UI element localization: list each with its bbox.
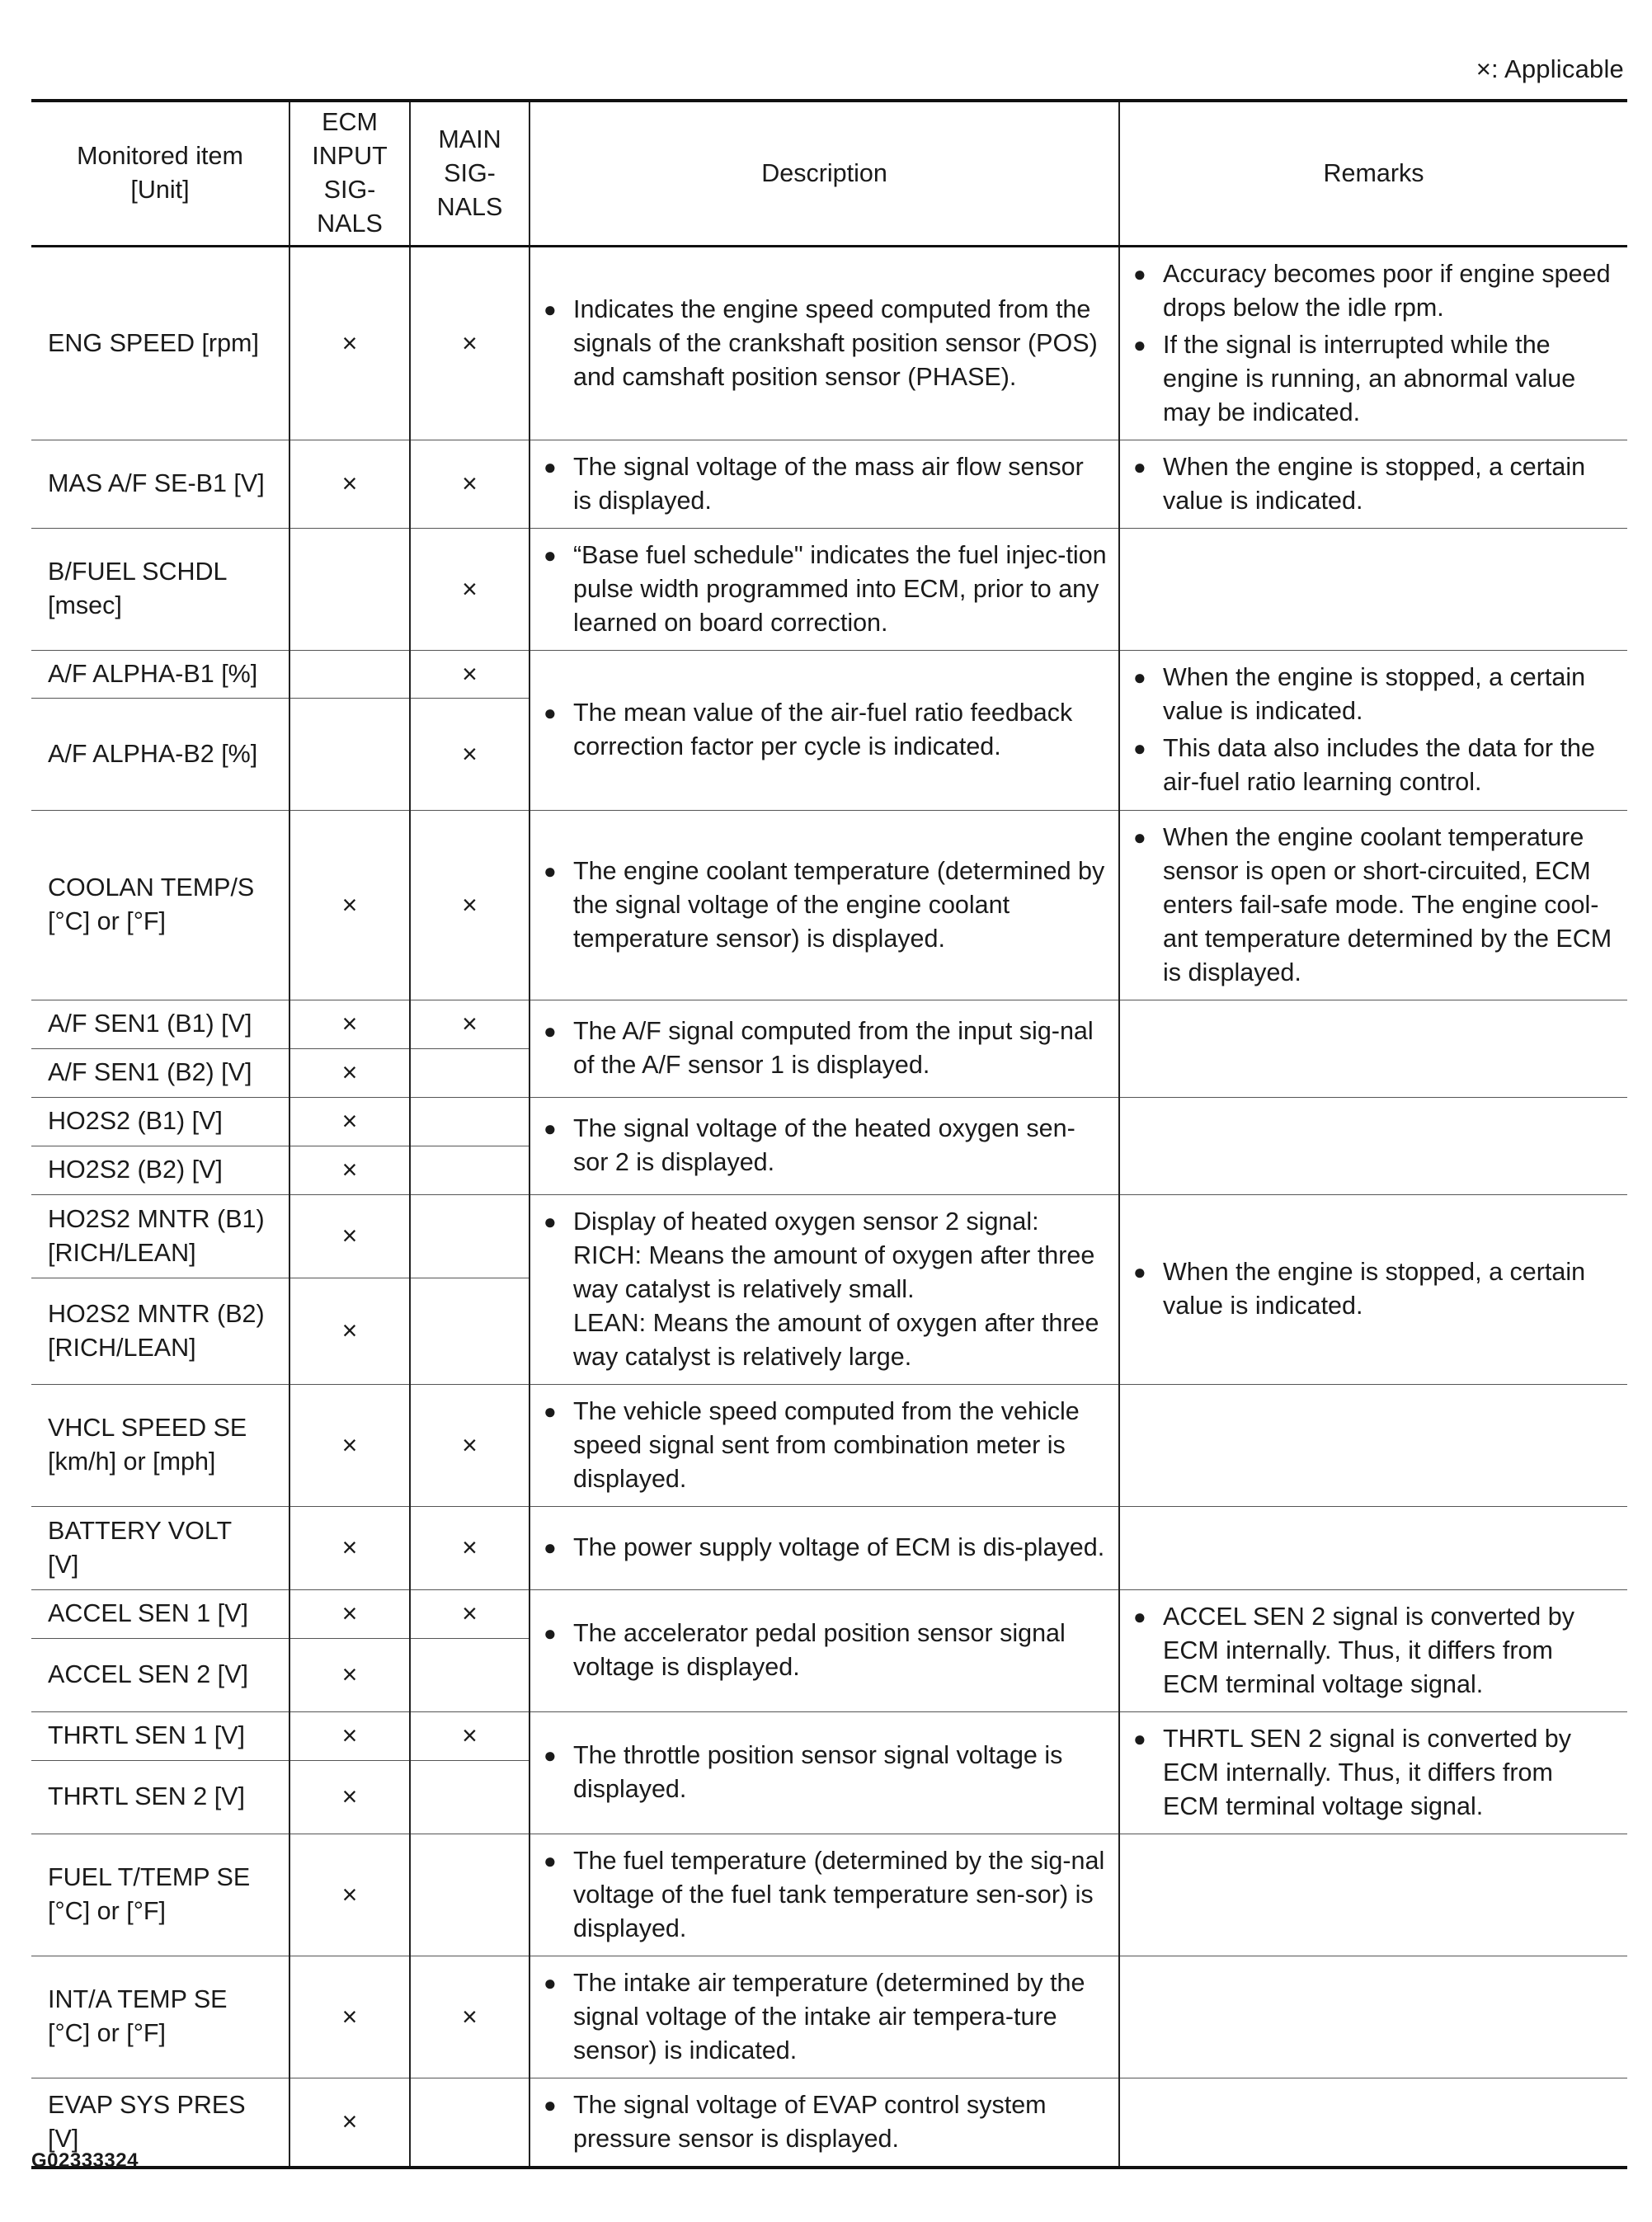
item-battery-volt: BATTERY VOLT [V] xyxy=(31,1506,289,1589)
item-af-alpha-b2: A/F ALPHA-B2 [%] xyxy=(31,698,289,810)
bullet-dot-icon: ● xyxy=(544,1208,557,1234)
bullet-item xyxy=(1133,661,1616,728)
bullet-dot-icon: ● xyxy=(544,1621,557,1645)
bullet-item xyxy=(1133,1255,1616,1323)
bullet-item xyxy=(544,2088,1107,2156)
item-bfuel-schdl: B/FUEL SCHDL [msec] xyxy=(31,528,289,650)
bullet-dot-icon: ● xyxy=(1133,736,1146,760)
item-thrtl-sen1: THRTL SEN 1 [V] xyxy=(31,1711,289,1761)
remarks-empty xyxy=(1119,1956,1627,2078)
table-row-coolant xyxy=(31,810,1627,1000)
bullet-item xyxy=(544,539,1107,640)
bullet-text: The mean value of the air-fuel ratio feedback correction factor per cycle is indicated. xyxy=(573,699,1073,760)
bullet-item xyxy=(544,1966,1107,2068)
bullet-text: When the engine is stopped, a certain value is indicated. xyxy=(1163,452,1586,515)
item-coolant-temp: COOLAN TEMP/S [°C] or [°F] xyxy=(31,810,289,1000)
bullet-dot-icon: ● xyxy=(1133,1259,1146,1284)
description-cell xyxy=(529,810,1119,1000)
table-row-accel-sen1 xyxy=(31,1589,1627,1639)
main-signal-mark: × xyxy=(410,440,529,528)
bullet-text: When the engine is stopped, a certain value is indicated. xyxy=(1163,1258,1586,1320)
item-ho2s2-b2: HO2S2 (B2) [V] xyxy=(31,1146,289,1194)
remarks-empty xyxy=(1119,528,1627,650)
ecm-input-mark: × xyxy=(289,1589,410,1639)
main-signal-mark: × xyxy=(410,1384,529,1506)
ecm-input-mark: × xyxy=(289,246,410,440)
bullet-text: The signal voltage of the mass air flow sensor is displayed. xyxy=(573,452,1084,515)
bullet-dot-icon: ● xyxy=(544,296,557,322)
remarks-cell xyxy=(1119,1711,1627,1834)
description-cell xyxy=(529,1000,1119,1097)
item-af-alpha-b1: A/F ALPHA-B1 [%] xyxy=(31,650,289,698)
bullet-item xyxy=(544,1395,1107,1496)
bullet-text: This data also includes the data for the air-fuel ratio learning control. xyxy=(1163,734,1595,796)
remarks-empty xyxy=(1119,2078,1627,2168)
bullet-dot-icon: ● xyxy=(1133,332,1146,357)
bullet-text: The signal voltage of the heated oxygen sen-sor 2 is displayed. xyxy=(573,1114,1075,1176)
ecm-input-mark: × xyxy=(289,1956,410,2078)
description-cell xyxy=(529,1711,1119,1834)
bullet-item xyxy=(544,854,1107,956)
item-vhcl-speed: VHCL SPEED SE [km/h] or [mph] xyxy=(31,1384,289,1506)
ecm-input-mark: × xyxy=(289,1194,410,1278)
bullet-dot-icon: ● xyxy=(544,1848,557,1873)
bullet-text: When the engine is stopped, a certain value is indicated. xyxy=(1163,663,1586,725)
ecm-input-empty xyxy=(289,650,410,698)
remarks-empty xyxy=(1119,1000,1627,1097)
bullet-text: The accelerator pedal position sensor signal voltage is displayed. xyxy=(573,1619,1066,1681)
ecm-input-mark: × xyxy=(289,1506,410,1589)
remarks-cell xyxy=(1119,810,1627,1000)
bullet-dot-icon: ● xyxy=(544,700,557,725)
main-signal-empty xyxy=(410,1048,529,1097)
bullet-item xyxy=(1133,732,1616,799)
main-signal-empty xyxy=(410,1278,529,1384)
remarks-empty xyxy=(1119,1506,1627,1589)
bullet-item xyxy=(544,1617,1107,1684)
item-ho2s2-b1: HO2S2 (B1) [V] xyxy=(31,1097,289,1146)
bullet-text: The vehicle speed computed from the vehicle speed signal sent from combination meter is displayed. xyxy=(573,1396,1080,1493)
main-signal-empty xyxy=(410,1761,529,1834)
bullet-item xyxy=(544,1531,1107,1565)
main-signal-empty xyxy=(410,1194,529,1278)
table-row-af-sen1-b1 xyxy=(31,1000,1627,1048)
monitored-items-table xyxy=(31,99,1627,2169)
bullet-text: Indicates the engine speed computed from the signals of the crankshaft position sensor (POS) and camshaft position sensor (PHASE). xyxy=(573,294,1098,391)
bullet-text: The fuel temperature (determined by the sig-nal voltage of the fuel tank temperature sen-sor) is displayed. xyxy=(573,1846,1105,1942)
remarks-cell xyxy=(1119,246,1627,440)
bullet-text: The throttle position sensor signal voltage is displayed. xyxy=(573,1741,1063,1803)
table-row-mas xyxy=(31,440,1627,528)
ecm-input-mark: × xyxy=(289,1834,410,1956)
description-cell xyxy=(529,246,1119,440)
description-cell xyxy=(529,1956,1119,2078)
main-signal-mark: × xyxy=(410,698,529,810)
item-fuel-temp: FUEL T/TEMP SE [°C] or [°F] xyxy=(31,1834,289,1956)
table-row-eng-speed xyxy=(31,246,1627,440)
ecm-input-mark: × xyxy=(289,1711,410,1761)
bullet-item xyxy=(1133,257,1616,325)
item-accel-sen1: ACCEL SEN 1 [V] xyxy=(31,1589,289,1639)
bullet-item xyxy=(544,293,1107,394)
bullet-dot-icon: ● xyxy=(1133,1603,1146,1629)
bullet-dot-icon: ● xyxy=(1133,1725,1146,1751)
description-cell xyxy=(529,440,1119,528)
bullet-item xyxy=(544,1112,1107,1179)
figure-id: G02333324 xyxy=(31,2149,139,2172)
item-inta-temp: INT/A TEMP SE [°C] or [°F] xyxy=(31,1956,289,2078)
description-cell xyxy=(529,528,1119,650)
item-af-sen1-b1: A/F SEN1 (B1) [V] xyxy=(31,1000,289,1048)
main-signal-mark: × xyxy=(410,1589,529,1639)
main-signal-mark: × xyxy=(410,528,529,650)
table-row-battery-volt xyxy=(31,1506,1627,1589)
bullet-item xyxy=(544,450,1107,518)
description-cell xyxy=(529,1194,1119,1384)
description-cell xyxy=(529,1097,1119,1194)
table-row-ho2s2-b1 xyxy=(31,1097,1627,1146)
remarks-empty xyxy=(1119,1384,1627,1506)
item-eng-speed: ENG SPEED [rpm] xyxy=(31,246,289,440)
header-description: Description xyxy=(529,101,1119,246)
bullet-item xyxy=(544,1205,1107,1374)
remarks-cell xyxy=(1119,1589,1627,1711)
bullet-dot-icon: ● xyxy=(544,1970,557,1995)
bullet-dot-icon: ● xyxy=(544,1398,557,1424)
bullet-dot-icon: ● xyxy=(544,1116,557,1141)
main-signal-empty xyxy=(410,1097,529,1146)
ecm-input-mark: × xyxy=(289,1639,410,1711)
description-cell xyxy=(529,1506,1119,1589)
main-signal-mark: × xyxy=(410,810,529,1000)
description-cell xyxy=(529,650,1119,810)
description-cell xyxy=(529,1384,1119,1506)
main-signal-mark: × xyxy=(410,1956,529,2078)
remarks-cell xyxy=(1119,1194,1627,1384)
table-row-fuel-temp xyxy=(31,1834,1627,1956)
item-ho2s2-mntr-b1: HO2S2 MNTR (B1) [RICH/LEAN] xyxy=(31,1194,289,1278)
remarks-cell xyxy=(1119,440,1627,528)
ecm-input-mark: × xyxy=(289,1761,410,1834)
ecm-input-mark: × xyxy=(289,2078,410,2168)
item-ho2s2-mntr-b2: HO2S2 MNTR (B2) [RICH/LEAN] xyxy=(31,1278,289,1384)
ecm-input-mark: × xyxy=(289,1384,410,1506)
bullet-text: When the engine coolant temperature sensor is open or short-circuited, ECM enters fail-safe mode. The engine cool-ant temperature determined by the ECM is displayed. xyxy=(1163,822,1612,986)
bullet-item xyxy=(1133,1722,1616,1824)
bullet-dot-icon: ● xyxy=(544,858,557,883)
header-ecm-input-signals: ECM INPUT SIG- NALS xyxy=(289,101,410,246)
bullet-item xyxy=(544,696,1107,764)
bullet-text: “Base fuel schedule" indicates the fuel injec-tion pulse width programmed into ECM, prior to any learned on board correction. xyxy=(573,540,1107,637)
bullet-dot-icon: ● xyxy=(544,1019,557,1043)
main-signal-mark: × xyxy=(410,650,529,698)
bullet-item xyxy=(1133,1600,1616,1702)
header-row xyxy=(31,101,1627,246)
bullet-text: THRTL SEN 2 signal is converted by ECM internally. Thus, it differs from ECM terminal voltage signal. xyxy=(1163,1724,1571,1820)
ecm-input-mark: × xyxy=(289,440,410,528)
table-row-evap-sys-pres xyxy=(31,2078,1627,2168)
main-signal-empty xyxy=(410,1834,529,1956)
bullet-dot-icon: ● xyxy=(1133,665,1146,690)
bullet-text: Accuracy becomes poor if engine speed drops below the idle rpm. xyxy=(1163,259,1611,322)
bullet-item xyxy=(544,1844,1107,1946)
bullet-text: The engine coolant temperature (determined by the signal voltage of the engine coolant temperature sensor) is displayed. xyxy=(573,856,1105,953)
bullet-text: The A/F signal computed from the input sig-nal of the A/F sensor 1 is displayed. xyxy=(573,1017,1094,1079)
bullet-dot-icon: ● xyxy=(1133,261,1146,286)
remarks-empty xyxy=(1119,1834,1627,1956)
ecm-input-mark: × xyxy=(289,1000,410,1048)
bullet-item xyxy=(1133,328,1616,430)
monitor-table-container xyxy=(31,99,1627,2169)
main-signal-empty xyxy=(410,2078,529,2168)
bullet-dot-icon: ● xyxy=(544,542,557,567)
item-mas-af: MAS A/F SE-B1 [V] xyxy=(31,440,289,528)
ecm-input-empty xyxy=(289,698,410,810)
bullet-text: The signal voltage of EVAP control system pressure sensor is displayed. xyxy=(573,2090,1047,2153)
description-cell xyxy=(529,2078,1119,2168)
table-row-inta-temp xyxy=(31,1956,1627,2078)
item-af-sen1-b2: A/F SEN1 (B2) [V] xyxy=(31,1048,289,1097)
bullet-dot-icon: ● xyxy=(544,454,557,479)
table-row-bfuel xyxy=(31,528,1627,650)
bullet-item xyxy=(1133,821,1616,990)
item-accel-sen2: ACCEL SEN 2 [V] xyxy=(31,1639,289,1711)
bullet-dot-icon: ● xyxy=(544,1743,557,1768)
ecm-input-mark: × xyxy=(289,1146,410,1194)
header-monitored-item: Monitored item [Unit] xyxy=(31,101,289,246)
table-row-thrtl-sen1 xyxy=(31,1711,1627,1761)
header-remarks: Remarks xyxy=(1119,101,1627,246)
main-signal-mark: × xyxy=(410,1506,529,1589)
applicable-legend: ×: Applicable xyxy=(1476,54,1624,83)
ecm-input-mark: × xyxy=(289,1048,410,1097)
bullet-text: ACCEL SEN 2 signal is converted by ECM internally. Thus, it differs from ECM terminal voltage signal. xyxy=(1163,1602,1574,1698)
remarks-empty xyxy=(1119,1097,1627,1194)
description-cell xyxy=(529,1834,1119,1956)
main-signal-mark: × xyxy=(410,1000,529,1048)
bullet-dot-icon: ● xyxy=(1133,824,1146,850)
table-row-ho2s2-mntr-b1 xyxy=(31,1194,1627,1278)
header-main-signals: MAIN SIG- NALS xyxy=(410,101,529,246)
bullet-text: Display of heated oxygen sensor 2 signal: RICH: Means the amount of oxygen after three way catalyst is relatively small. LEAN: Means the amount of oxygen after three way catalyst is relatively large. xyxy=(573,1207,1099,1371)
bullet-text: The power supply voltage of ECM is dis-played. xyxy=(573,1533,1105,1561)
bullet-item xyxy=(1133,450,1616,518)
description-cell xyxy=(529,1589,1119,1711)
bullet-item xyxy=(544,1739,1107,1806)
bullet-item xyxy=(544,1014,1107,1082)
main-signal-empty xyxy=(410,1146,529,1194)
table-row-af-alpha-b1 xyxy=(31,650,1627,698)
remarks-cell xyxy=(1119,650,1627,810)
bullet-dot-icon: ● xyxy=(1133,454,1146,479)
item-thrtl-sen2: THRTL SEN 2 [V] xyxy=(31,1761,289,1834)
ecm-input-mark: × xyxy=(289,1097,410,1146)
main-signal-mark: × xyxy=(410,246,529,440)
bullet-dot-icon: ● xyxy=(544,2092,557,2117)
table-row-vhcl-speed xyxy=(31,1384,1627,1506)
bullet-dot-icon: ● xyxy=(544,1535,557,1560)
item-evap-sys-pres: EVAP SYS PRES [V] xyxy=(31,2078,289,2168)
main-signal-mark: × xyxy=(410,1711,529,1761)
bullet-text: The intake air temperature (determined by the signal voltage of the intake air tempera-ture sensor) is indicated. xyxy=(573,1968,1085,2064)
ecm-input-empty xyxy=(289,528,410,650)
bullet-text: If the signal is interrupted while the engine is running, an abnormal value may be indicated. xyxy=(1163,330,1576,426)
ecm-input-mark: × xyxy=(289,810,410,1000)
main-signal-empty xyxy=(410,1639,529,1711)
ecm-input-mark: × xyxy=(289,1278,410,1384)
